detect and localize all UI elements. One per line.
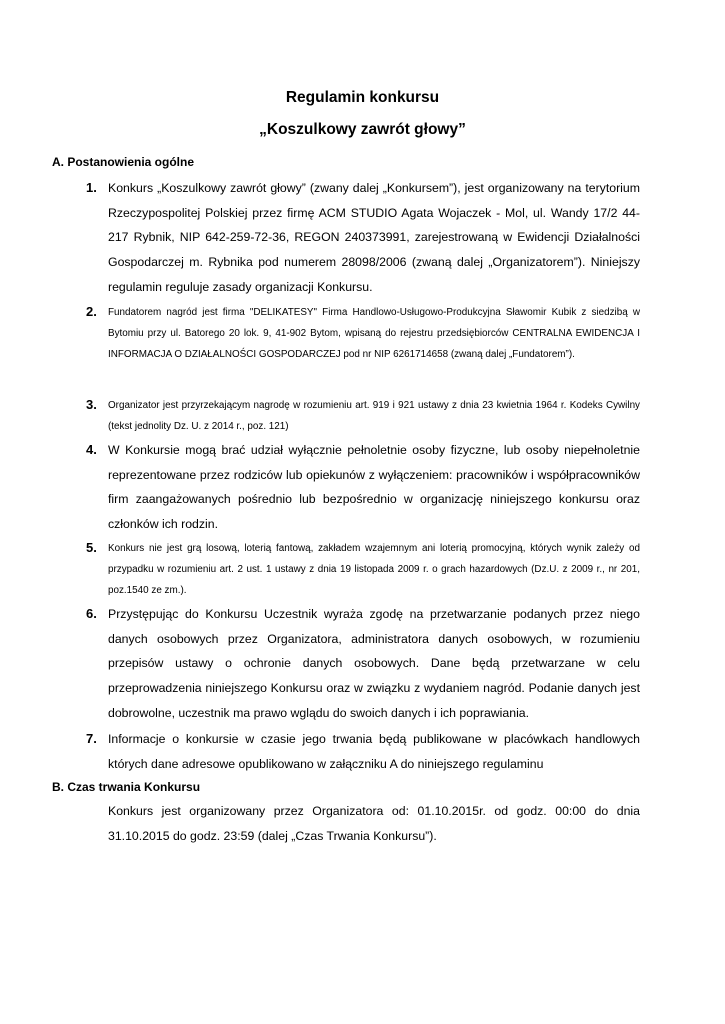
list-item: [86, 538, 640, 601]
list-item: [86, 602, 640, 726]
list-item-number: 3.: [86, 397, 97, 412]
list-item-number: 2.: [86, 304, 97, 319]
list-item-text: Konkurs „Koszulkowy zawrót głowy” (zwany dalej „Konkursem”), jest organizowany na terytorium Rzeczypospolitej Polskiej przez firmę ACM STUDIO Agata Wojaczek - Mol, ul. Wandy 17/2 44-217 Rybnik, NIP 642-259-72-36, REGON 240373991, zarejestrowaną w Ewidencji Działalności Gospodarczej m. Rybnika pod numerem 28098/2006 (zwaną dalej „Organizatorem”). Niniejszy regulamin reguluje zasady organizacji Konkursu.: [108, 181, 640, 294]
list-item-number: 5.: [86, 540, 97, 555]
document-title: Regulamin konkursu: [285, 89, 440, 106]
list-item: [86, 438, 640, 537]
list-item-number: 4.: [86, 442, 97, 457]
list-item: [86, 727, 640, 776]
list-item: [86, 176, 640, 300]
section-b-heading: B. Czas trwania Konkursu: [52, 780, 201, 794]
list-item-text: Organizator jest przyrzekającym nagrodę w rozumieniu art. 919 i 921 ustawy z dnia 23 kwietnia 1964 r. Kodeks Cywilny (tekst jednolity Dz. U. z 2014 r., poz. 121): [108, 400, 640, 432]
list-item-number: 7.: [86, 731, 97, 746]
section-b-paragraph: Konkurs jest organizowany przez Organizatora od: 01.10.2015r. od godz. 00:00 do dnia 31.10.2015 do godz. 23:59 (dalej „Czas Trwania Konkursu”).: [108, 804, 640, 843]
list-item-text: Fundatorem nagród jest firma "DELIKATESY" Firma Handlowo-Usługowo-Produkcyjna Sławomir Kubik z siedzibą w Bytomiu przy ul. Batorego 20 lok. 9, 41-902 Bytom, wpisaną do rejestru przedsiębiorców CENTRALNA EWIDENCJA I INFORMACJA O DZIAŁALNOŚCI GOSPODARCZEJ pod nr NIP 6261714658 (zwaną dalej „Fundatorem”).: [108, 307, 640, 360]
document-subtitle: „Koszulkowy zawrót głowy”: [259, 121, 466, 138]
section-a-heading: A. Postanowienia ogólne: [52, 155, 195, 169]
list-item-text: W Konkursie mogą brać udział wyłącznie pełnoletnie osoby fizyczne, lub osoby niepełnoletnie reprezentowane przez rodziców lub opiekunów z wyłączeniem: pracowników i współpracowników firm zaangażowanych pośrednio lub bezpośrednio w organizację niniejszego konkursu oraz członków ich rodzin.: [108, 443, 640, 532]
list-item-text: Przystępując do Konkursu Uczestnik wyraża zgodę na przetwarzanie podanych przez niego danych osobowych przez Organizatora, administratora danych osobowych, w rozumieniu przepisów ustawy o ochronie danych osobowych. Dane będą przetwarzane w celu przeprowadzenia niniejszego Konkursu oraz w związku z wydaniem nagród. Podanie danych jest dobrowolne, uczestnik ma prawo wglądu do swoich danych i ich poprawiania.: [108, 607, 640, 720]
list-item: [86, 302, 640, 365]
list-item: [86, 395, 640, 437]
list-item-number: 6.: [86, 606, 97, 621]
list-item-text: Informacje o konkursie w czasie jego trwania będą publikowane w placówkach handlowych których dane adresowe opublikowano w załączniku A do niniejszego regulaminu: [108, 732, 640, 771]
list-item-number: 1.: [86, 180, 97, 195]
list-item-text: Konkurs nie jest grą losową, loterią fantową, zakładem wzajemnym ani loterią promocyjną, których wynik zależy od przypadku w rozumieniu art. 2 ust. 1 ustawy z dnia 19 listopada 2009 r. o grach hazardowych (Dz.U. z 2009 r., nr 201, poz.1540 ze zm.).: [108, 543, 640, 596]
